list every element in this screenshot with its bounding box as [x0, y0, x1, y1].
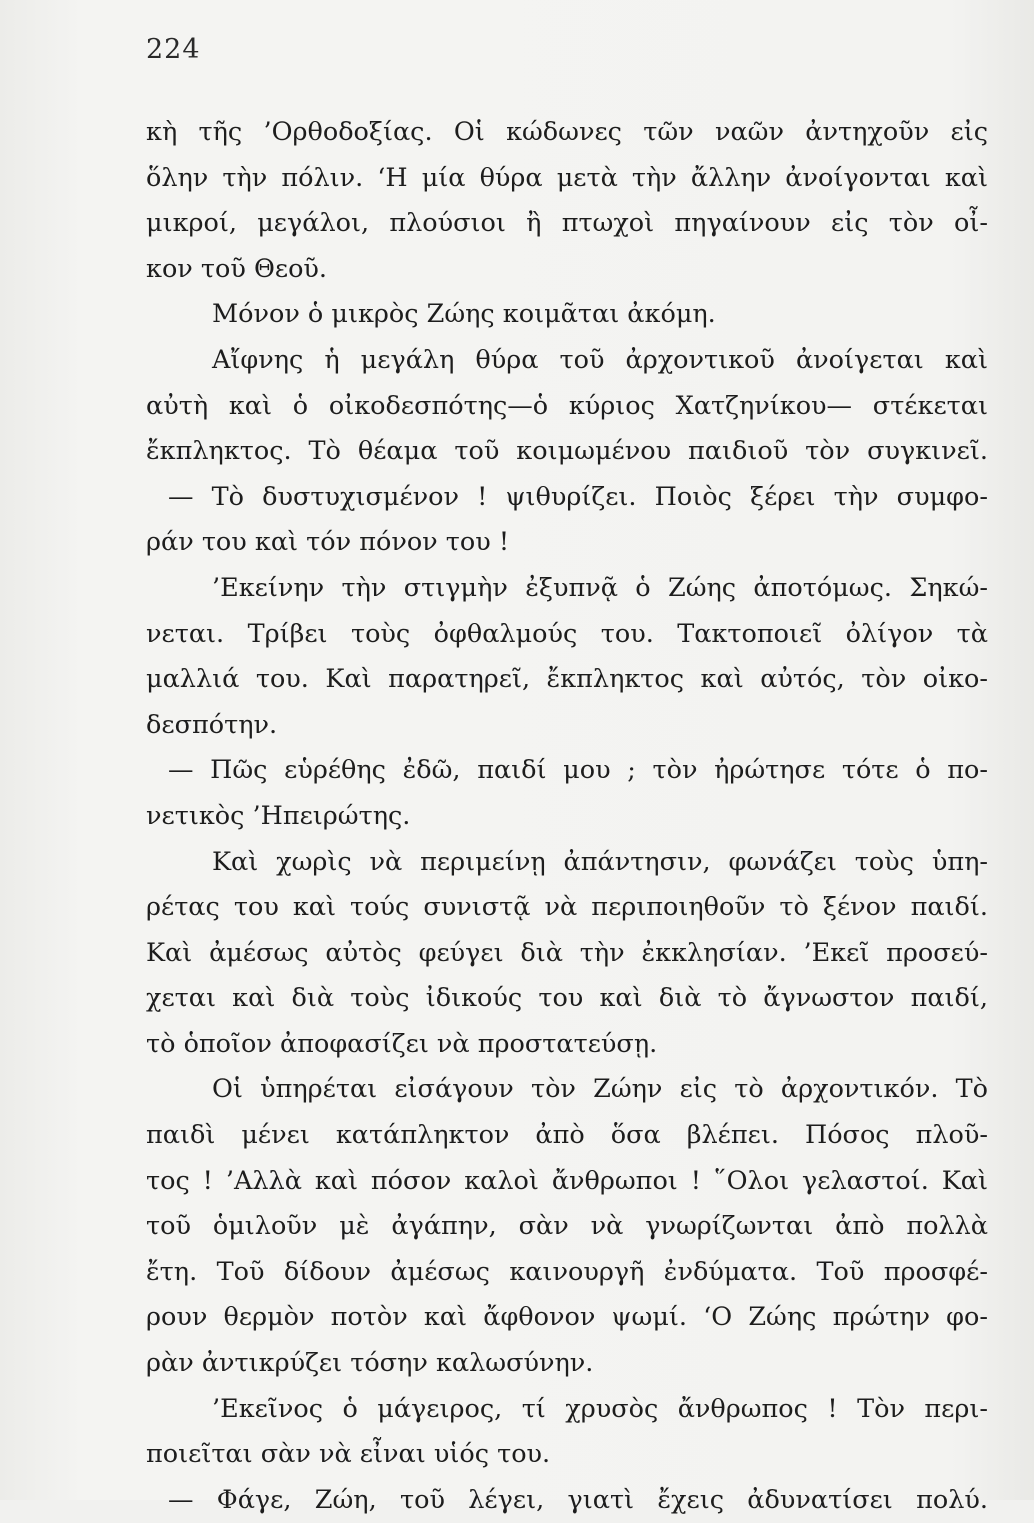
text-line: παιδὶ μένει κατάπληκτον ἀπὸ ὅσα βλέπει. Πόσος πλοῦ- [146, 1120, 988, 1151]
text-line: — Πῶς εὑρέθης ἐδῶ, παιδί μου ; τὸν ἠρώτησε τότε ὁ πο- [168, 755, 988, 786]
text-line: νεται. Τρίβει τοὺς ὀφθαλμούς του. Τακτοποιεῖ ὀλίγον τὰ [146, 618, 988, 649]
text-line: χεται καὶ διὰ τοὺς ἰδικούς του καὶ διὰ τὸ ἄγνωστον παιδί, [146, 983, 988, 1014]
text-line: ρουν θερμὸν ποτὸν καὶ ἄφθονον ψωμί. ‘Ο Ζώης πρώτην φο- [146, 1302, 988, 1333]
text-line: — Φάγε, Ζώη, τοῦ λέγει, γιατὶ ἔχεις ἀδυνατίσει πολύ. [168, 1484, 988, 1515]
text-line: Αἴφνης ἡ μεγάλη θύρα τοῦ ἀρχοντικοῦ ἀνοίγεται καὶ [212, 344, 988, 375]
text-line: ρὰν ἀντικρύζει τόσην καλωσύνην. [146, 1348, 594, 1379]
body-text [146, 110, 988, 1523]
text-line: ρέτας του καὶ τούς συνιστᾷ νὰ περιποιηθοῦν τὸ ξένον παιδί. [146, 892, 988, 923]
text-line: — Τὸ δυστυχισμένον ! ψιθυρίζει. Ποιὸς ξέρει τὴν συμφο- [168, 481, 988, 512]
text-line: αὐτὴ καὶ ὁ οἰκοδεσπότης—ὁ κύριος Χατζηνίκου— στέκεται [146, 390, 988, 421]
text-line: τος ! ’Αλλὰ καὶ πόσον καλοὶ ἄνθρωποι ! ῞Ολοι γελαστοί. Καὶ [146, 1165, 988, 1196]
text-line: Οἱ ὑπηρέται εἰσάγουν τὸν Ζώην εἰς τὸ ἀρχοντικόν. Τὸ [212, 1074, 988, 1105]
text-line: δεσπότην. [146, 709, 278, 740]
text-line: νετικὸς ’Ηπειρώτης. [146, 800, 411, 831]
text-line: Καὶ ἀμέσως αὐτὸς φεύγει διὰ τὴν ἐκκλησίαν. ’Εκεῖ προσεύ- [146, 937, 988, 968]
text-line: μαλλιά του. Καὶ παρατηρεῖ, ἔκπληκτος καὶ αὐτός, τὸν οἰκο- [146, 664, 988, 695]
text-line: ὅλην τὴν πόλιν. ‘Η μία θύρα μετὰ τὴν ἄλλην ἀνοίγονται καὶ [146, 162, 988, 193]
page-number: 224 [146, 34, 201, 65]
text-line: ράν του καὶ τόν πόνον του ! [146, 527, 510, 558]
text-line: ’Εκείνην τὴν στιγμὴν ἐξυπνᾷ ὁ Ζώης ἀποτόμως. Σηκώ- [212, 572, 988, 603]
text-line: ἔτη. Τοῦ δίδουν ἀμέσως καινουργῆ ἐνδύματα. Τοῦ προσφέ- [146, 1256, 988, 1287]
text-line: τοῦ ὁμιλοῦν μὲ ἀγάπην, σὰν νὰ γνωρίζωνται ἀπὸ πολλὰ [146, 1211, 988, 1242]
text-line: ’Εκεῖνος ὁ μάγειρος, τί χρυσὸς ἄνθρωπος ! Τὸν περι- [212, 1393, 988, 1424]
text-line: κὴ τῆς ’Ορθοδοξίας. Οἱ κώδωνες τῶν ναῶν ἀντηχοῦν εἰς [146, 117, 988, 147]
text-line: ποιεῖται σὰν νὰ εἶναι υἱός του. [146, 1439, 551, 1470]
text-line: Καὶ χωρὶς νὰ περιμείνῃ ἀπάντησιν, φωνάζει τοὺς ὑπη- [212, 846, 988, 877]
text-line: μικροί, μεγάλοι, πλούσιοι ἢ πτωχοὶ πηγαίνουν εἰς τὸν οἶ- [146, 208, 988, 239]
text-line: τὸ ὁποῖον ἀποφασίζει νὰ προστατεύσῃ. [146, 1028, 658, 1059]
text-line: Μόνον ὁ μικρὸς Ζώης κοιμᾶται ἀκόμη. [212, 299, 716, 330]
text-line: ἔκπληκτος. Τὸ θέαμα τοῦ κοιμωμένου παιδιοῦ τὸν συγκινεῖ. [146, 436, 988, 467]
text-line: κον τοῦ Θεοῦ. [146, 253, 328, 284]
